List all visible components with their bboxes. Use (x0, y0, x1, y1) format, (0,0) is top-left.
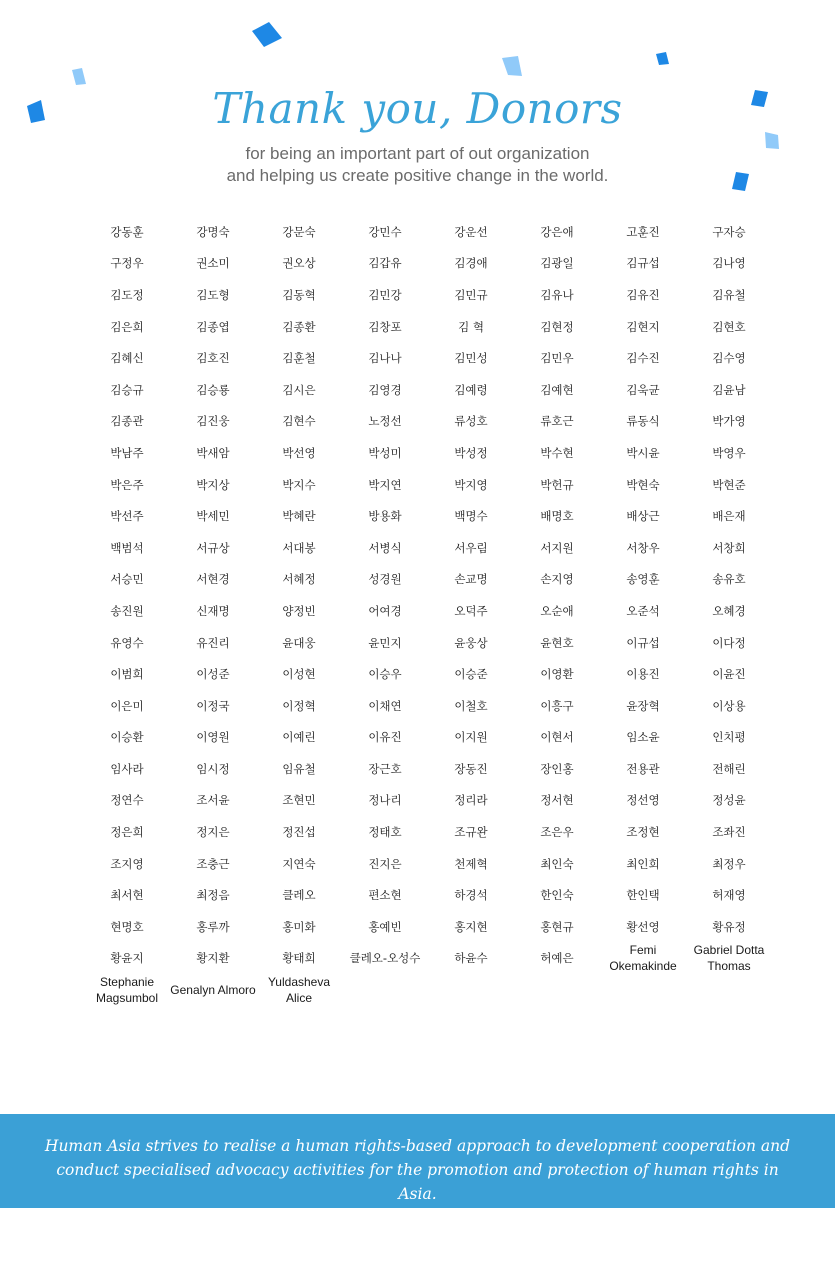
donor-name: 최서현 (110, 888, 144, 903)
donor-name: 서병식 (368, 540, 402, 555)
donor-name: 김나나 (368, 351, 402, 366)
donor-name: 윤웅상 (454, 635, 488, 650)
donor-name: 이성현 (282, 667, 316, 682)
donor-name: 김민규 (454, 287, 488, 302)
donor-name: 박선주 (110, 509, 144, 524)
donor-name: 이승우 (368, 667, 402, 682)
donor-name: 배명호 (540, 509, 574, 524)
donor-name: 어여경 (368, 603, 402, 618)
donor-name: 이예린 (282, 730, 316, 745)
donor-name: 조정현 (626, 825, 660, 840)
donor-name: 김수영 (712, 351, 746, 366)
donor-name: 배은재 (712, 509, 746, 524)
donor-name: 송영훈 (626, 572, 660, 587)
donor-name: 강은애 (540, 224, 574, 239)
donor-name: 양정빈 (282, 603, 316, 618)
donor-name: 최정우 (712, 856, 746, 871)
donor-name: 임시정 (196, 761, 230, 776)
donor-name: 이채연 (368, 698, 402, 713)
donor-name: 이승준 (454, 667, 488, 682)
donor-name: 방용화 (368, 509, 402, 524)
donor-name: 하윤수 (454, 951, 488, 966)
donor-name: 김현지 (626, 319, 660, 334)
donor-name: 이윤진 (712, 667, 746, 682)
footer-banner (0, 1114, 835, 1208)
donor-name: Gabriel Dotta Thomas (693, 943, 765, 974)
donor-name: 김예현 (540, 382, 574, 397)
donor-name: 홍루까 (196, 919, 230, 934)
donor-name: 김승룡 (196, 382, 230, 397)
subtitle-line-2: and helping us create positive change in the world. (226, 166, 609, 185)
donor-name: 황유정 (712, 919, 746, 934)
donor-name: 김훈철 (282, 351, 316, 366)
donor-name: 정선영 (626, 793, 660, 808)
donor-name: 정나리 (368, 793, 402, 808)
donor-name: 이정국 (196, 698, 230, 713)
donor-name: 지연숙 (282, 856, 316, 871)
donor-name: 유영수 (110, 635, 144, 650)
donor-name: 김예령 (454, 382, 488, 397)
donor-name: 김동혁 (282, 287, 316, 302)
donor-name: 김시은 (282, 382, 316, 397)
donor-name: 이은미 (110, 698, 144, 713)
donor-name: 전용관 (626, 761, 660, 776)
donor-name: 권오상 (282, 256, 316, 271)
donor-name: 조충근 (196, 856, 230, 871)
donor-name: 이범희 (110, 667, 144, 682)
donor-name: 박현준 (712, 477, 746, 492)
donor-name: 박가영 (712, 414, 746, 429)
donor-name: Yuldasheva Alice (267, 975, 331, 1006)
donor-name: 박수현 (540, 445, 574, 460)
donor-name: 서혜정 (282, 572, 316, 587)
donor-name: 조서윤 (196, 793, 230, 808)
donor-name: 김호진 (196, 351, 230, 366)
donor-name: 박지영 (454, 477, 488, 492)
donor-name: 이철호 (454, 698, 488, 713)
donor-name: 임사라 (110, 761, 144, 776)
donor-name: 강운선 (454, 224, 488, 239)
donor-name: 이상용 (712, 698, 746, 713)
donor-name: 한인숙 (540, 888, 574, 903)
donor-name: 조은우 (540, 825, 574, 840)
donor-name: 손교명 (454, 572, 488, 587)
donor-name: 서현경 (196, 572, 230, 587)
donor-name: 서대봉 (282, 540, 316, 555)
donor-name: 김규섭 (626, 256, 660, 271)
donor-name: 성경원 (368, 572, 402, 587)
donor-name: 윤현호 (540, 635, 574, 650)
donor-name: 정지은 (196, 825, 230, 840)
donor-name: 김수진 (626, 351, 660, 366)
donor-name: 강동훈 (110, 224, 144, 239)
donor-name: 박시윤 (626, 445, 660, 460)
donor-name: 최인숙 (540, 856, 574, 871)
donor-name: 서창우 (626, 540, 660, 555)
donor-name: 정태호 (368, 825, 402, 840)
donor-name: 황지환 (196, 951, 230, 966)
donor-name: 김나영 (712, 256, 746, 271)
donor-name: 서지원 (540, 540, 574, 555)
donor-name: 박헌규 (540, 477, 574, 492)
donor-name: 인치평 (712, 730, 746, 745)
donor-name: 김은희 (110, 319, 144, 334)
donor-name: 최인희 (626, 856, 660, 871)
donor-name: 홍미화 (282, 919, 316, 934)
donor-name: 정성윤 (712, 793, 746, 808)
donor-name: 김유나 (540, 287, 574, 302)
donor-name: 장근호 (368, 761, 402, 776)
donor-name: 박성정 (454, 445, 488, 460)
donor-name: Femi Okemakinde (609, 943, 677, 974)
donor-name: 윤민지 (368, 635, 402, 650)
donor-name: 박지상 (196, 477, 230, 492)
donor-grid (84, 216, 772, 1006)
donor-name: 이영환 (540, 667, 574, 682)
donor-name: 고훈진 (626, 224, 660, 239)
donor-name: 류호근 (540, 414, 574, 429)
donor-name: 권소미 (196, 256, 230, 271)
donor-name: 김진웅 (196, 414, 230, 429)
donor-name: 진지은 (368, 856, 402, 871)
donor-name: 홍현규 (540, 919, 574, 934)
donor-name: 김영경 (368, 382, 402, 397)
donor-name: 홍지현 (454, 919, 488, 934)
donor-name: 김유철 (712, 287, 746, 302)
donor-name: 오혜경 (712, 603, 746, 618)
donor-name: 현명호 (110, 919, 144, 934)
donor-name: 구자승 (712, 224, 746, 239)
donor-name: 황윤지 (110, 951, 144, 966)
donor-name: 정은희 (110, 825, 144, 840)
donor-name: Stephanie Magsumbol (95, 975, 159, 1006)
donor-name: 신재명 (196, 603, 230, 618)
donor-name: 조지영 (110, 856, 144, 871)
donor-name: 송유호 (712, 572, 746, 587)
donor-name: 김승규 (110, 382, 144, 397)
donor-name: 배상근 (626, 509, 660, 524)
donor-name: 강민수 (368, 224, 402, 239)
confetti-piece (656, 52, 670, 66)
donor-name: 김민우 (540, 351, 574, 366)
donor-name: 클레오 (282, 888, 316, 903)
donor-name: 장인홍 (540, 761, 574, 776)
footer-text: Human Asia strives to realise a human rights-based approach to development cooperation and conduct specialised advocacy activities for the promotion and protection of human rights in Asia. (44, 1137, 791, 1203)
donor-name: 서우림 (454, 540, 488, 555)
donor-name: 이영원 (196, 730, 230, 745)
donor-name: 윤대웅 (282, 635, 316, 650)
donor-name: 윤장혁 (626, 698, 660, 713)
donor-name: 유진리 (196, 635, 230, 650)
page-title: Thank you, Donors (212, 84, 623, 133)
donor-name: 서규상 (196, 540, 230, 555)
donor-name: 노정선 (368, 414, 402, 429)
donor-name: 백범석 (110, 540, 144, 555)
donor-name: 이용진 (626, 667, 660, 682)
donor-name: 김민성 (454, 351, 488, 366)
donor-name: 김종환 (282, 319, 316, 334)
donor-name: 구정우 (110, 256, 144, 271)
donor-name: 김혜신 (110, 351, 144, 366)
donor-name: 임소윤 (626, 730, 660, 745)
donor-name: 서창희 (712, 540, 746, 555)
donor-name: 이현서 (540, 730, 574, 745)
donor-name: 조좌진 (712, 825, 746, 840)
donor-name: 정진섭 (282, 825, 316, 840)
donor-name: 이유진 (368, 730, 402, 745)
donor-name: Genalyn Almoro (170, 983, 256, 998)
donor-name: 김갑유 (368, 256, 402, 271)
donor-name: 홍예빈 (368, 919, 402, 934)
donor-name: 김현호 (712, 319, 746, 334)
donor-name: 박지연 (368, 477, 402, 492)
donor-name: 조현민 (282, 793, 316, 808)
donor-name: 이다정 (712, 635, 746, 650)
donor-name: 손지영 (540, 572, 574, 587)
donor-name: 김도형 (196, 287, 230, 302)
donor-name: 오덕주 (454, 603, 488, 618)
subtitle-line-1: for being an important part of out organization (245, 144, 590, 163)
donor-name: 정서현 (540, 793, 574, 808)
donor-name: 박지수 (282, 477, 316, 492)
donor-name: 김윤남 (712, 382, 746, 397)
donor-name: 최정음 (196, 888, 230, 903)
donor-name: 이정혁 (282, 698, 316, 713)
donor-name: 강명숙 (196, 224, 230, 239)
donor-name: 이지원 (454, 730, 488, 745)
donor-name: 류동식 (626, 414, 660, 429)
donor-name: 이성준 (196, 667, 230, 682)
donor-name: 김경애 (454, 256, 488, 271)
donor-name: 오순애 (540, 603, 574, 618)
donor-name: 박새암 (196, 445, 230, 460)
donor-name: 박선영 (282, 445, 316, 460)
donor-name: 한인택 (626, 888, 660, 903)
donor-name: 김도정 (110, 287, 144, 302)
donor-name: 김현정 (540, 319, 574, 334)
donor-name: 편소현 (368, 888, 402, 903)
donor-name: 백명수 (454, 509, 488, 524)
donor-name: 김종엽 (196, 319, 230, 334)
donor-name: 류성호 (454, 414, 488, 429)
donor-name: 오준석 (626, 603, 660, 618)
donor-name: 박성미 (368, 445, 402, 460)
donor-name: 김욱균 (626, 382, 660, 397)
donor-name: 서승민 (110, 572, 144, 587)
donor-name: 박혜란 (282, 509, 316, 524)
donor-name: 이규섭 (626, 635, 660, 650)
donor-name: 김유진 (626, 287, 660, 302)
donor-name: 박현숙 (626, 477, 660, 492)
donor-name: 황태희 (282, 951, 316, 966)
donor-name: 클레오-오성수 (349, 951, 421, 966)
donor-name: 김창포 (368, 319, 402, 334)
donor-name: 김종관 (110, 414, 144, 429)
donor-name: 강문숙 (282, 224, 316, 239)
donor-name: 박남주 (110, 445, 144, 460)
donor-name: 정연수 (110, 793, 144, 808)
donor-name: 송진원 (110, 603, 144, 618)
donor-name: 김민강 (368, 287, 402, 302)
donor-name: 임유철 (282, 761, 316, 776)
donor-name: 허예은 (540, 951, 574, 966)
donor-name: 천제혁 (454, 856, 488, 871)
donor-name: 박영우 (712, 445, 746, 460)
donor-name: 김 혁 (458, 319, 484, 334)
donor-name: 이흥구 (540, 698, 574, 713)
donor-name: 전해린 (712, 761, 746, 776)
donor-name: 이승환 (110, 730, 144, 745)
donor-name: 박은주 (110, 477, 144, 492)
donor-name: 정리라 (454, 793, 488, 808)
donor-name: 박세민 (196, 509, 230, 524)
confetti-piece (250, 22, 284, 48)
donor-name: 허재영 (712, 888, 746, 903)
confetti-piece (502, 56, 524, 78)
donor-name: 황선영 (626, 919, 660, 934)
donor-name: 장동진 (454, 761, 488, 776)
donor-name: 조규완 (454, 825, 488, 840)
donor-name: 하경석 (454, 888, 488, 903)
donor-name: 김광일 (540, 256, 574, 271)
donor-name: 김현수 (282, 414, 316, 429)
